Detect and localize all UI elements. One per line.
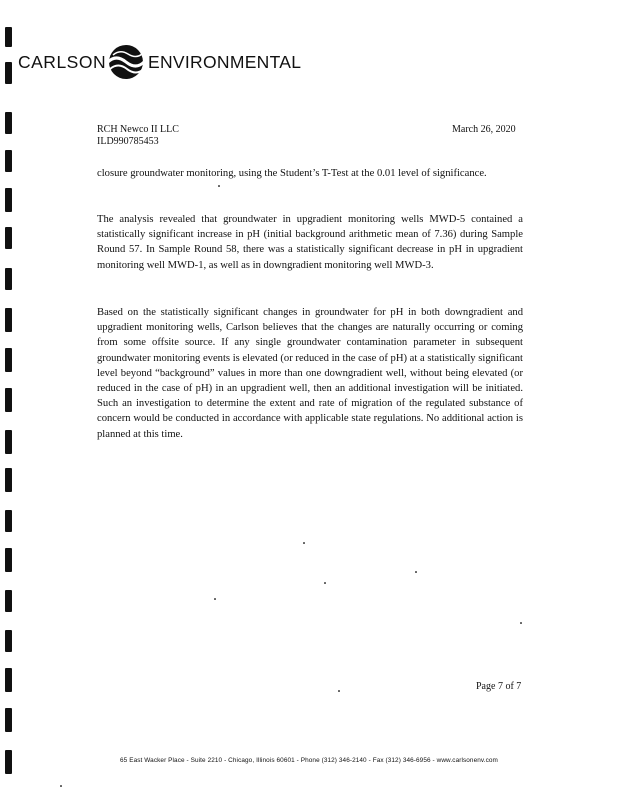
paragraph-3: Based on the statistically significant changes in groundwater for pH in both downgradient and upgradient monitoring wells, Carlson believes that the changes are naturally occurring or coming from some offsite source. If any single groundwater contamination parameter in subsequent groundwater monitoring events is elevated (or reduced in the case of pH) at a statistically significant level beyond “background” values in more than one downgradient well, without being elevated (or reduced in the case of pH) in an upgradient well, then an additional investigation will be initiated. Such an investigation to determine the extent and rate of migration of the regulated substance of concern would be conducted in accordance with applicable state regulations. No additional action is planned at this time. [97,307,523,440]
paragraph-2: The analysis revealed that groundwater in upgradient monitoring wells MWD-5 contained a statistically significant increase in pH (initial background arithmetic mean of 7.36) during Sample Round 57. In Sample Round 58, there was a statistically significant decrease in pH in upgradient monitoring well MWD-1, as well as in downgradient monitoring well MWD-3. [97,214,523,271]
letter-date: March 26, 2020 [452,124,516,135]
letterhead-logo [18,40,302,90]
paragraph-1: closure groundwater monitoring, using the Student’s T-Test at the 0.01 level of significance. [97,168,487,179]
company-name-right: ENVIRONMENTAL [148,52,302,72]
footer-address: 65 East Wacker Place - Suite 2210 - Chicago, Illinois 60601 - Phone (312) 346-2140 - Fax (312) 346-6956 - www.carlsonenv.com [120,757,498,764]
recipient-name: RCH Newco II LLC [97,124,179,135]
facility-id: ILD990785453 [97,136,159,147]
carlson-wave-globe-icon [104,40,148,84]
company-name-left: CARLSON [18,52,107,72]
recipient-block [97,124,179,148]
page-number: Page 7 of 7 [476,681,522,692]
